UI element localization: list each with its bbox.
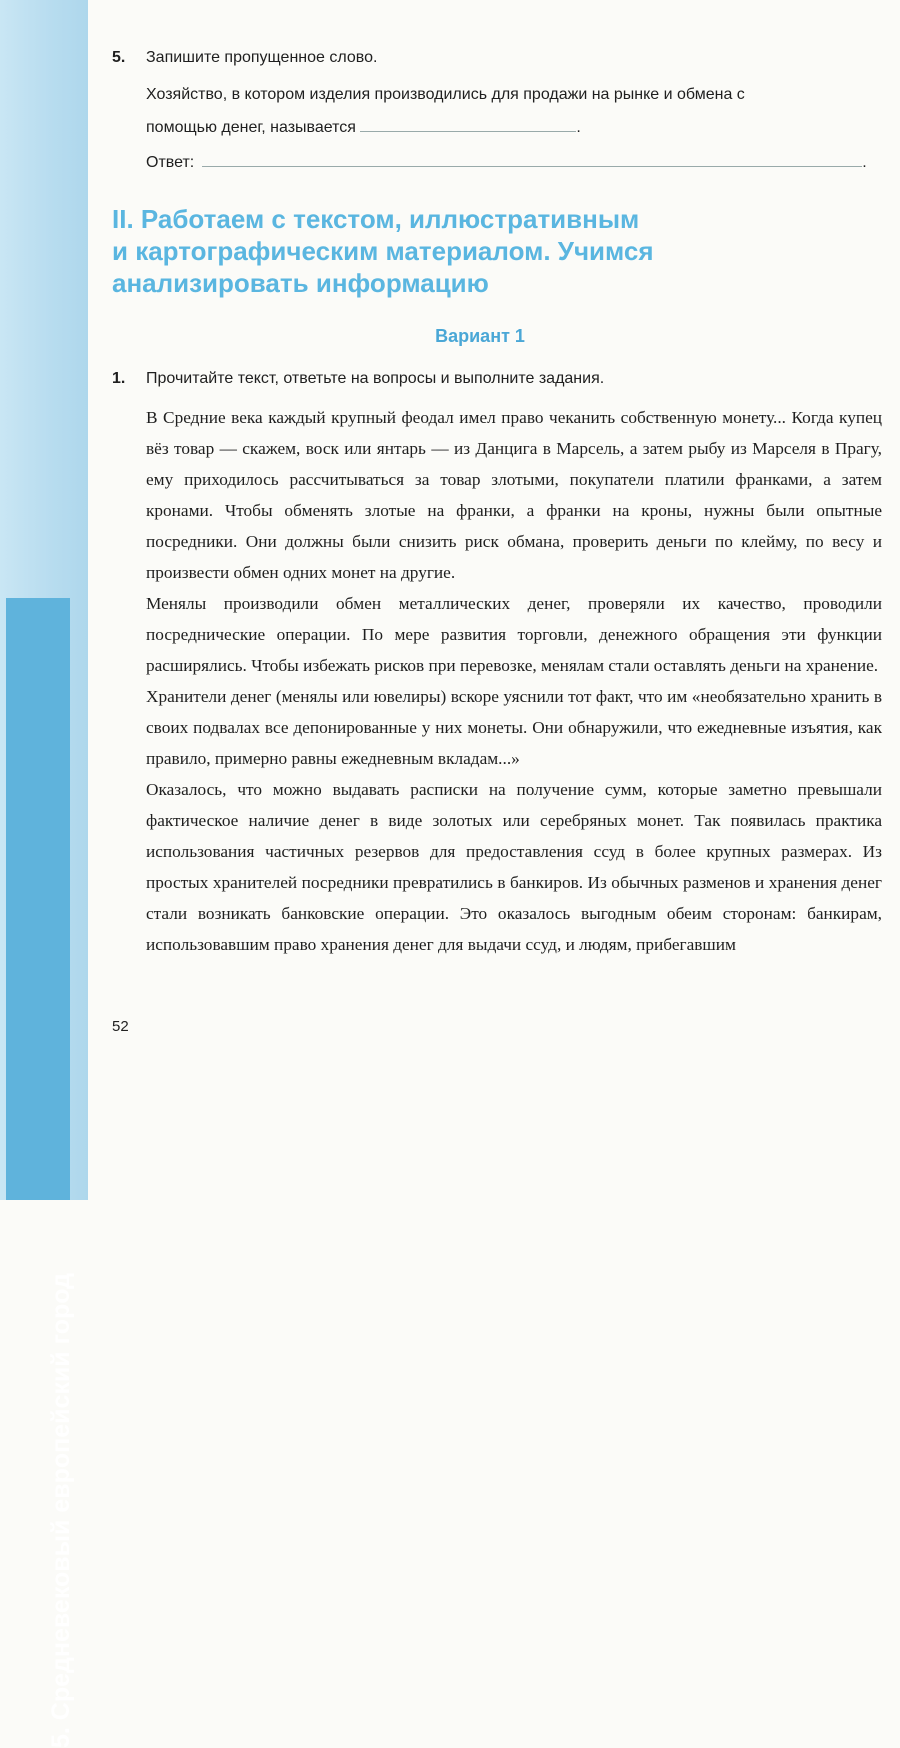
answer-label: Ответ: (146, 154, 195, 171)
paragraph: Хранители денег (менялы или ювелиры) вскоре уяснили тот факт, что им «необязательно хранить в своих подвалах все депонированные у них монеты. Они обнаружили, что ежедневные изъятия, как правило, примерно равны ежедневным вкладам...» (146, 687, 882, 768)
sidebar-band (0, 0, 88, 1748)
task-1-instruction: Прочитайте текст, ответьте на вопросы и выполните задания. (146, 370, 605, 387)
missing-word-blank[interactable] (360, 117, 576, 132)
section-heading-line-2: и картографическим материалом. Учимся (112, 236, 654, 266)
section-heading (112, 203, 872, 299)
chapter-tab (6, 598, 75, 1748)
reading-text (146, 402, 882, 960)
task-5-instruction: Запишите пропущенное слово. (146, 49, 378, 66)
task-5-answer-row (146, 152, 867, 173)
task-5-number: 5. (112, 49, 126, 66)
task-5-question-text: помощью денег, называется (146, 119, 356, 136)
paragraph: Менялы производили обмен металлических денег, проверяли их качество, проводили посреднические операции. По мере развития торговли, денежного обращения эти функции расширялись. Чтобы избежать рисков при перевозке, менялам стали оставлять деньги на хранение. (146, 594, 882, 675)
paragraph: В Средние века каждый крупный феодал имел право чеканить собственную монету... Когда купец вёз товар — скажем, воск или янтарь — из Данцига в Марсель, а затем рыбу из Марселя в Прагу, ему приходилось рассчитываться за товар злотыми, покупатели платили франками, а затем кронами. Чтобы обменять злотые на франки, а франки на кроны, нужны были опытные посредники. Они должны были снизить риск обмана, проверить деньги по клейму, по весу и произвести обмен одних монет на другие. (146, 408, 882, 582)
paragraph: Оказалось, что можно выдавать расписки на получение сумм, которые заметно превышали фактическое наличие денег в виде золотых или серебряных монет. Так появилась практика использования частичных резервов для предоставления ссуд в более крупных размерах. Из простых хранителей посредники превратились в банкиров. Из обычных разменов и хранения денег стали возникать банковские операции. Это оказалось выгодным обеим сторонам: банкирам, использовавшим право хранения денег для выдачи ссуд, и людям, прибегавшим (146, 780, 882, 954)
page-number: 52 (112, 1018, 129, 1035)
chapter-title: 5. Средневековый европейский город (47, 1272, 75, 1748)
task-5-question-line-1: Хозяйство, в котором изделия производились для продажи на рынке и обмена с (146, 86, 745, 103)
task-5-question-end: . (576, 119, 581, 136)
section-heading-line-1: II. Работаем с текстом, иллюстративным (112, 204, 640, 234)
task-1-number: 1. (112, 370, 126, 387)
answer-end: . (862, 154, 867, 171)
variant-heading: Вариант 1 (435, 326, 525, 346)
task-5-question-line-2 (146, 117, 581, 138)
answer-field[interactable] (202, 152, 862, 167)
section-heading-line-3: анализировать информацию (112, 268, 489, 298)
